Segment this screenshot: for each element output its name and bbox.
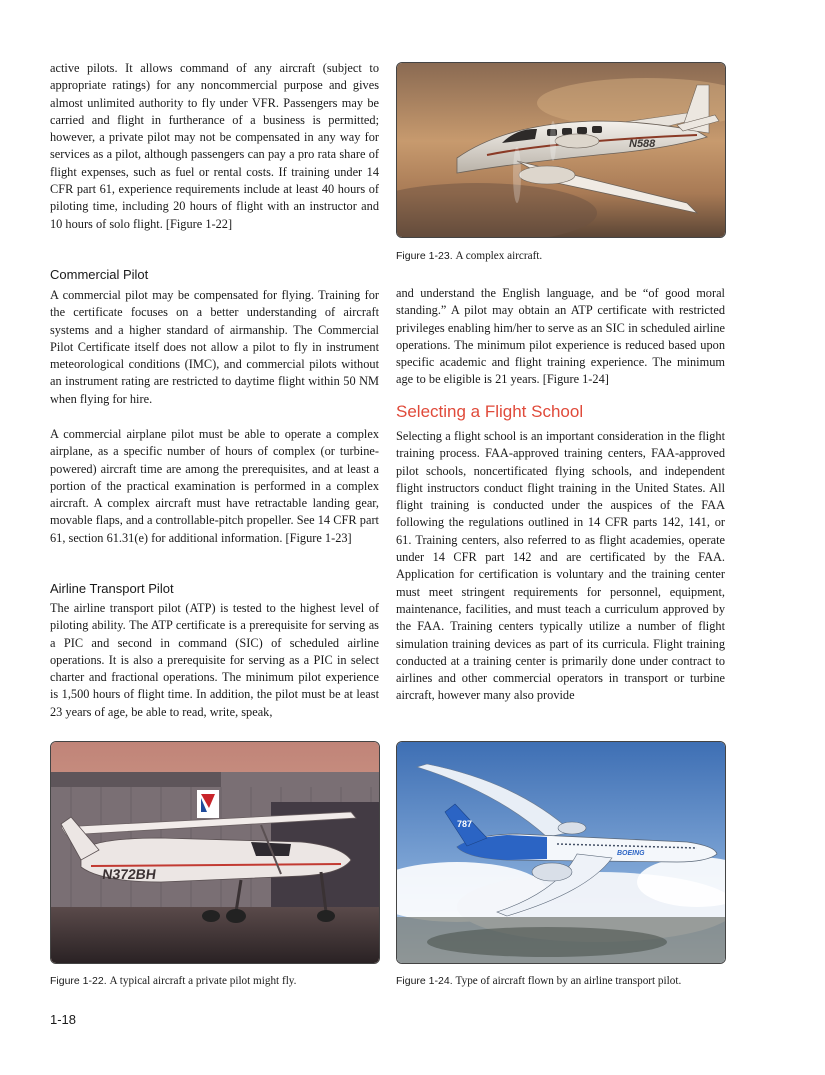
atp-continued-paragraph: and understand the English language, and be “of good moral standing.” A pilot may obtain an ATP certificate with restricted privileges enabling him/her to serve as an SIC in scheduled airline operations. The minimum pilot experience is reduced based upon specific academic and flight training experience. The minimum age to be eligible is 21 years. [Figure 1-24] — [396, 286, 725, 387]
commercial-paragraph-1: A commercial pilot may be compensated for flying. Training for the certificate focuses on a better understanding of aircraft systems and a higher standard of airmanship. The Commercial Pilot Certificate itself does not allow a pilot to fly in instrument meteorological conditions (IMC), and commercial pilots without an instrument rating are restricted to daytime flight within 50 NM when flying for hire. — [50, 288, 379, 406]
figure-1-22-caption-text: A typical aircraft a private pilot might fly. — [109, 975, 297, 987]
tail-livery-text: 787 — [457, 819, 473, 829]
intro-paragraph: active pilots. It allows command of any aircraft (subject to appropriate ratings) for any noncommercial purpose and gives almost unlimited authority to fly under VFR. Passengers may be carried and flight in furtherance of a business is permitted; however, a private pilot may not be compensated in any way for services as a pilot, although passengers can pay a pro rata share of flight expenses, such as fuel or rental costs. If training under 14 CFR part 61, experience requirements include at least 40 hours of piloting time, including 20 hours of flight with an instructor and 10 hours of solo flight. [Figure 1-22] — [50, 61, 379, 231]
commercial-pilot-heading: Commercial Pilot — [50, 267, 149, 282]
figure-1-23-caption — [396, 250, 542, 262]
figure-1-23-image — [396, 62, 726, 238]
commercial-paragraph-2: A commercial airplane pilot must be able to operate a complex airplane, as a specific number of hours of complex (or turbine-powered) aircraft time are among the prerequisites, and at least a portion of the practical examination is performed in a complex aircraft. A complex aircraft must have retractable landing gear, movable flaps, and a controllable-pitch propeller. See 14 CFR part 61, section 61.31(e) for additional information. [Figure 1-23] — [50, 427, 379, 545]
flight-school-paragraph: Selecting a flight school is an important consideration in the flight training process. FAA-approved training centers, FAA-approved pilot schools, noncertificated flying schools, and independent flight instructors conduct flight training in the United States. All flight training is conducted under the auspices of the FAA following the regulations outlined in 14 CFR parts 142, 141, or 61. Training centers, also referred to as flight academies, operate under 14 CFR part 142 and are certificated by the FAA. Application for certification is voluntary and the training center must meet stringent requirements for personnel, equipment, maintenance, facilities, and must teach a curriculum approved by the FAA. Training centers typically utilize a number of flight simulation training devices as part of its curricula. Flight training conducted at a training center is primarily done under contract to airlines and other commercial operators in transport or turbine aircraft, however many also provide — [396, 429, 725, 703]
figure-1-24-image — [396, 741, 726, 964]
figure-1-23-caption-text: A complex aircraft. — [455, 250, 543, 262]
boeing-livery-text: BOEING — [617, 850, 645, 857]
airline-transport-pilot-heading: Airline Transport Pilot — [50, 581, 174, 596]
fig23-tail-number: N588 — [629, 138, 656, 150]
figure-1-23-number: Figure 1-23. — [396, 250, 453, 262]
single-engine-aircraft-illustration — [51, 742, 379, 963]
figure-1-22-image — [50, 741, 380, 964]
atp-paragraph: The airline transport pilot (ATP) is tested to the highest level of piloting ability. The ATP certificate is a prerequisite for serving as a PIC and second in command (SIC) of scheduled airline operations. It is also a prerequisite for serving as a PIC in select charter and fractional operations. The minimum pilot experience is 1,500 hours of flight time. In addition, the pilot must be at least 23 years of age, be able to read, write, speak, — [50, 601, 379, 719]
figure-1-22-number: Figure 1-22. — [50, 975, 107, 987]
selecting-flight-school-heading: Selecting a Flight School — [396, 402, 584, 421]
figure-1-24-caption — [396, 975, 681, 987]
page-number: 1-18 — [50, 1012, 77, 1027]
twin-engine-aircraft-illustration — [397, 63, 725, 237]
figure-1-22-caption — [50, 975, 296, 987]
figure-1-24-caption-text: Type of aircraft flown by an airline transport pilot. — [455, 975, 682, 987]
airliner-illustration — [397, 742, 725, 963]
fig22-tail-number: N372BH — [101, 866, 158, 882]
figure-1-24-number: Figure 1-24. — [396, 975, 453, 987]
